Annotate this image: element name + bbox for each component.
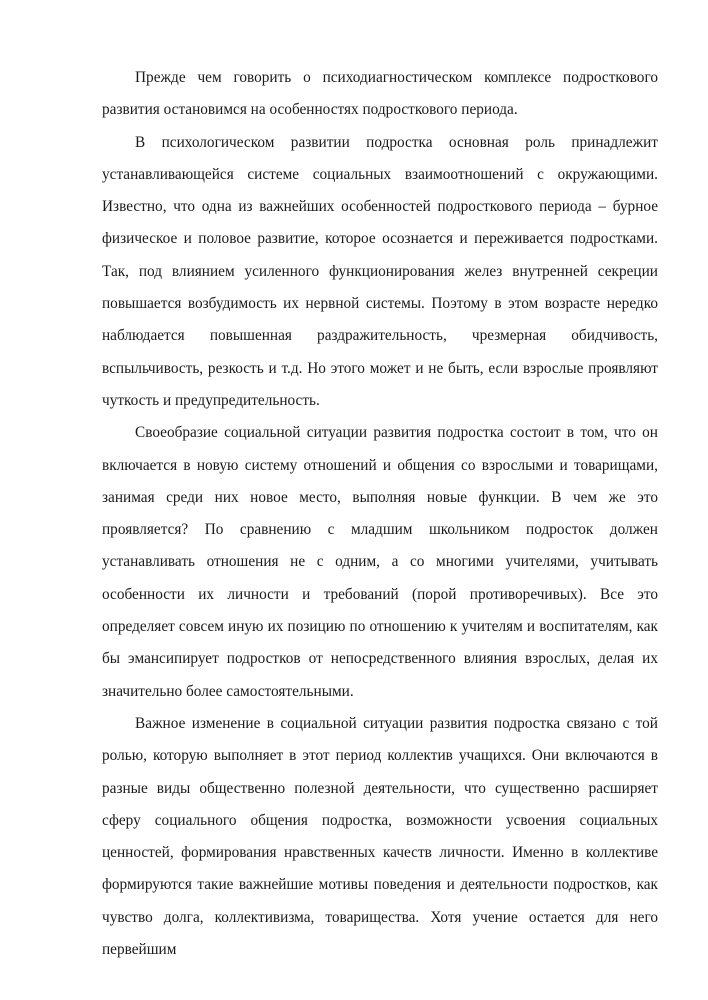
paragraph-social-situation: Своеобразие социальной ситуации развития подростка состоит в том, что он включается в новую систему отношений и общения со взрослыми и товарищами, занимая среди них новое место, выполняя новые функции. В чем же это проявляется? По сравнению с младшим школьником подросток должен устанавливать отношения не с одним, а со многими учителями, учитывать особенности их личности и требований (порой противоречивых). Все это определяет совсем иную их позицию по отношению к учителям и воспитателям, как бы эмансипирует подростков от непосредственного влияния взрослых, делая их значительно более самостоятельными. xyxy=(102,424,658,700)
paragraph-collective-role: Важное изменение в социальной ситуации развития подростка связано с той ролью, которую выполняет в этот период коллектив учащихся. Они включаются в разные виды общественно полезной деятельности, что существенно расширяет сферу социального общения подростка, возможности усвоения социальных ценностей, формирования нравственных качеств личности. Именно в коллективе формируются такие важнейшие мотивы поведения и деятельности подростков, как чувство долга, коллективизма, товарищества. Хотя учение остается для него первейшим xyxy=(102,714,658,959)
paragraph-psychological-development: В психологическом развитии подростка основная роль принадлежит устанавливающейся системе социальных взаимоотношений с окружающими. Известно, что одна из важнейших особенностей подросткового периода – бурное физическое и половое развитие, которое осознается и переживается подростками. Так, под влиянием усиленного функционирования желез внутренней секреции повышается возбудимость их нервной системы. Поэтому в этом возрасте нередко наблюдается повышенная раздражительность, чрезмерная обидчивость, вспыльчивость, резкость и т.д. Но этого может и не быть, если взрослые проявляют чуткость и предупредительность. xyxy=(102,133,658,409)
paragraph-intro: Прежде чем говорить о психодиагностическом комплексе подросткового развития остановимся на особенностях подросткового периода. xyxy=(102,69,658,119)
document-page xyxy=(102,62,658,966)
